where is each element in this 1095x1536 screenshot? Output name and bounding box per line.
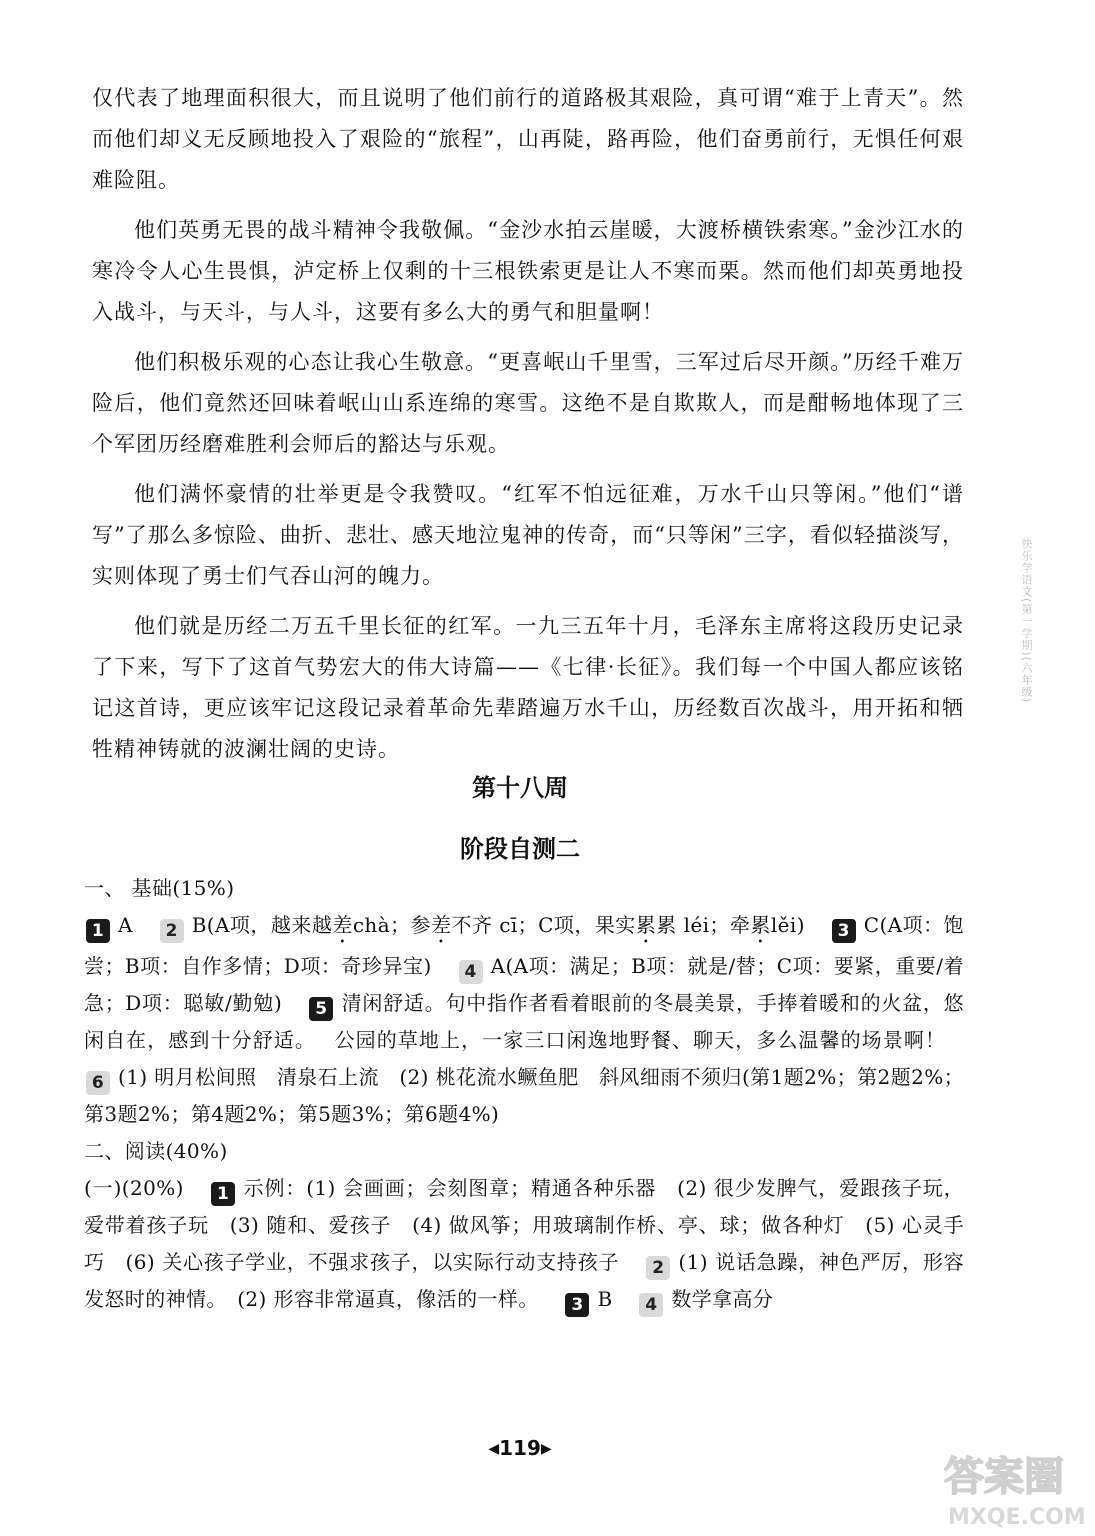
answer-text: (1) 说话急躁，神色严厉，形容发怒时的神情。 (2) 形容非常逼真，像活的一样。 (84, 1250, 964, 1311)
emphasized-char: 累 (750, 913, 771, 937)
right-arrow-icon: ▶ (540, 1441, 552, 1457)
emphasized-char: 差 (332, 913, 353, 937)
answer-text: 数学拿高分 (671, 1287, 774, 1311)
answer-text: 清闲舒适。句中指作者看着眼前的冬晨美景，手捧着暖和的火盆，悠闲自在，感到十分舒适。 (84, 991, 964, 1052)
answer-section (84, 870, 964, 1318)
answer-text: 示例：(1) 会画画；会刻图章；精通各种乐器 (2) 很少发脾气，爱跟孩子玩，爱带着孩子玩 (3) 随和、爱孩子 (4) 做风筝；用玻璃制作桥、亭、球；做各种灯 (5) 心灵手巧 (6) 关心孩子学业，不强求孩子，以实际行动支持孩子 (84, 1176, 964, 1274)
answer-text: 累 léi；牵 (656, 913, 751, 937)
question-number-badge: 1 (211, 1182, 235, 1206)
subsection-label: (一)(20%) (84, 1176, 184, 1200)
basics-answers (84, 907, 964, 1133)
page-number (0, 1436, 1040, 1460)
question-number-badge: 3 (832, 919, 856, 943)
answer-text: B(A项，越来越 (191, 913, 333, 937)
essay-paragraph: 他们就是历经二万五千里长征的红军。一九三五年十月，毛泽东主席将这段历史记录了下来，写下了这首气势宏大的伟大诗篇——《七律·长征》。我们每一个中国人都应该铭记这首诗，更应该牢记这段记录着革命先辈踏遍万水千山，历经数百次战斗，用开拓和牺牲精神铸就的波澜壮阔的史诗。 (92, 614, 965, 761)
answer-text: 不齐 cī；C项，果实 (451, 913, 636, 937)
essay-paragraph: 他们积极乐观的心态让我心生敬意。“更喜岷山千里雪，三军过后尽开颜。”历经千难万险后，他们竟然还回味着岷山山系连绵的寒雪。这绝不是自欺欺人，而是酣畅地体现了三个军团历经磨难胜利会师后的豁达与乐观。 (92, 350, 964, 456)
question-number-badge: 5 (309, 997, 333, 1021)
side-margin-text: 快乐学语文(第一学期)(六年级) (1020, 538, 1033, 704)
left-arrow-icon: ◀ (488, 1441, 500, 1457)
question-number-badge: 4 (459, 960, 483, 984)
watermark-domain: MXQE.COM (948, 1505, 1086, 1530)
test-heading: 阶段自测二 (460, 835, 580, 863)
section-title-basics: 一、 基础(15%) (84, 876, 235, 900)
essay-paragraph: 他们英勇无畏的战斗精神令我敬佩。“金沙水拍云崖暖，大渡桥横铁索寒。”金沙江水的寒冷令人心生畏惧，泸定桥上仅剩的十三根铁索更是让人不寒而栗。然而他们却英勇地投入战斗，与天斗，与人斗，这要有多么大的勇气和胆量啊！ (92, 218, 964, 324)
reading-answers (84, 1170, 964, 1318)
essay-paragraph: 仅代表了地理面积很大，而且说明了他们前行的道路极其艰险，真可谓“难于上青天”。然而他们却义无反顾地投入了艰险的“旅程”，山再陡，路再险，他们奋勇前行，无惧任何艰难险阻。 (92, 86, 964, 192)
emphasized-char: 累 (635, 913, 657, 937)
week-heading: 第十八周 (472, 774, 568, 802)
score-breakdown: (第1题2%；第2题2%；第3题2%；第4题2%；第5题3%；第6题4%) (84, 1065, 964, 1126)
question-number-badge: 3 (565, 1293, 589, 1317)
question-number-badge: 6 (86, 1071, 110, 1095)
answer-text: lěi) (770, 913, 805, 937)
answer-text: C(A项：饱尝；B项：自作多情；D项：奇珍异宝) (84, 913, 964, 978)
question-number-badge: 1 (86, 919, 110, 943)
watermark-logo (940, 1444, 1090, 1532)
essay-continuation (92, 78, 964, 779)
watermark-chinese: 答案圈 (944, 1454, 1064, 1500)
question-number-badge: 4 (639, 1293, 663, 1317)
answer-text: 公园的草地上，一家三口闲逸地野餐、聊天，多么温馨的场景啊！ (333, 1028, 946, 1052)
emphasized-char: 差 (430, 913, 452, 937)
page-number-text: 119 (499, 1436, 541, 1460)
section-title-reading: 二、阅读(40%) (84, 1139, 228, 1163)
answer-text: A(A项：满足；B项：就是/替；C项：要紧，重要/着急；D项：聪敏/勤勉) (84, 954, 964, 1015)
answer-text: A (118, 913, 133, 937)
question-number-badge: 2 (646, 1256, 670, 1280)
answer-text: chà；参 (352, 913, 431, 937)
answer-text: B (597, 1287, 613, 1311)
essay-paragraph: 他们满怀豪情的壮举更是令我赞叹。“红军不怕远征难，万水千山只等闲。”他们“谱写”了那么多惊险、曲折、悲壮、感天地泣鬼神的传奇，而“只等闲”三字，看似轻描淡写，实则体现了勇士们气吞山河的魄力。 (92, 482, 964, 588)
question-number-badge: 2 (160, 919, 184, 943)
answer-text: (1) 明月松间照 清泉石上流 (2) 桃花流水鳜鱼肥 斜风细雨不须归 (118, 1065, 742, 1089)
